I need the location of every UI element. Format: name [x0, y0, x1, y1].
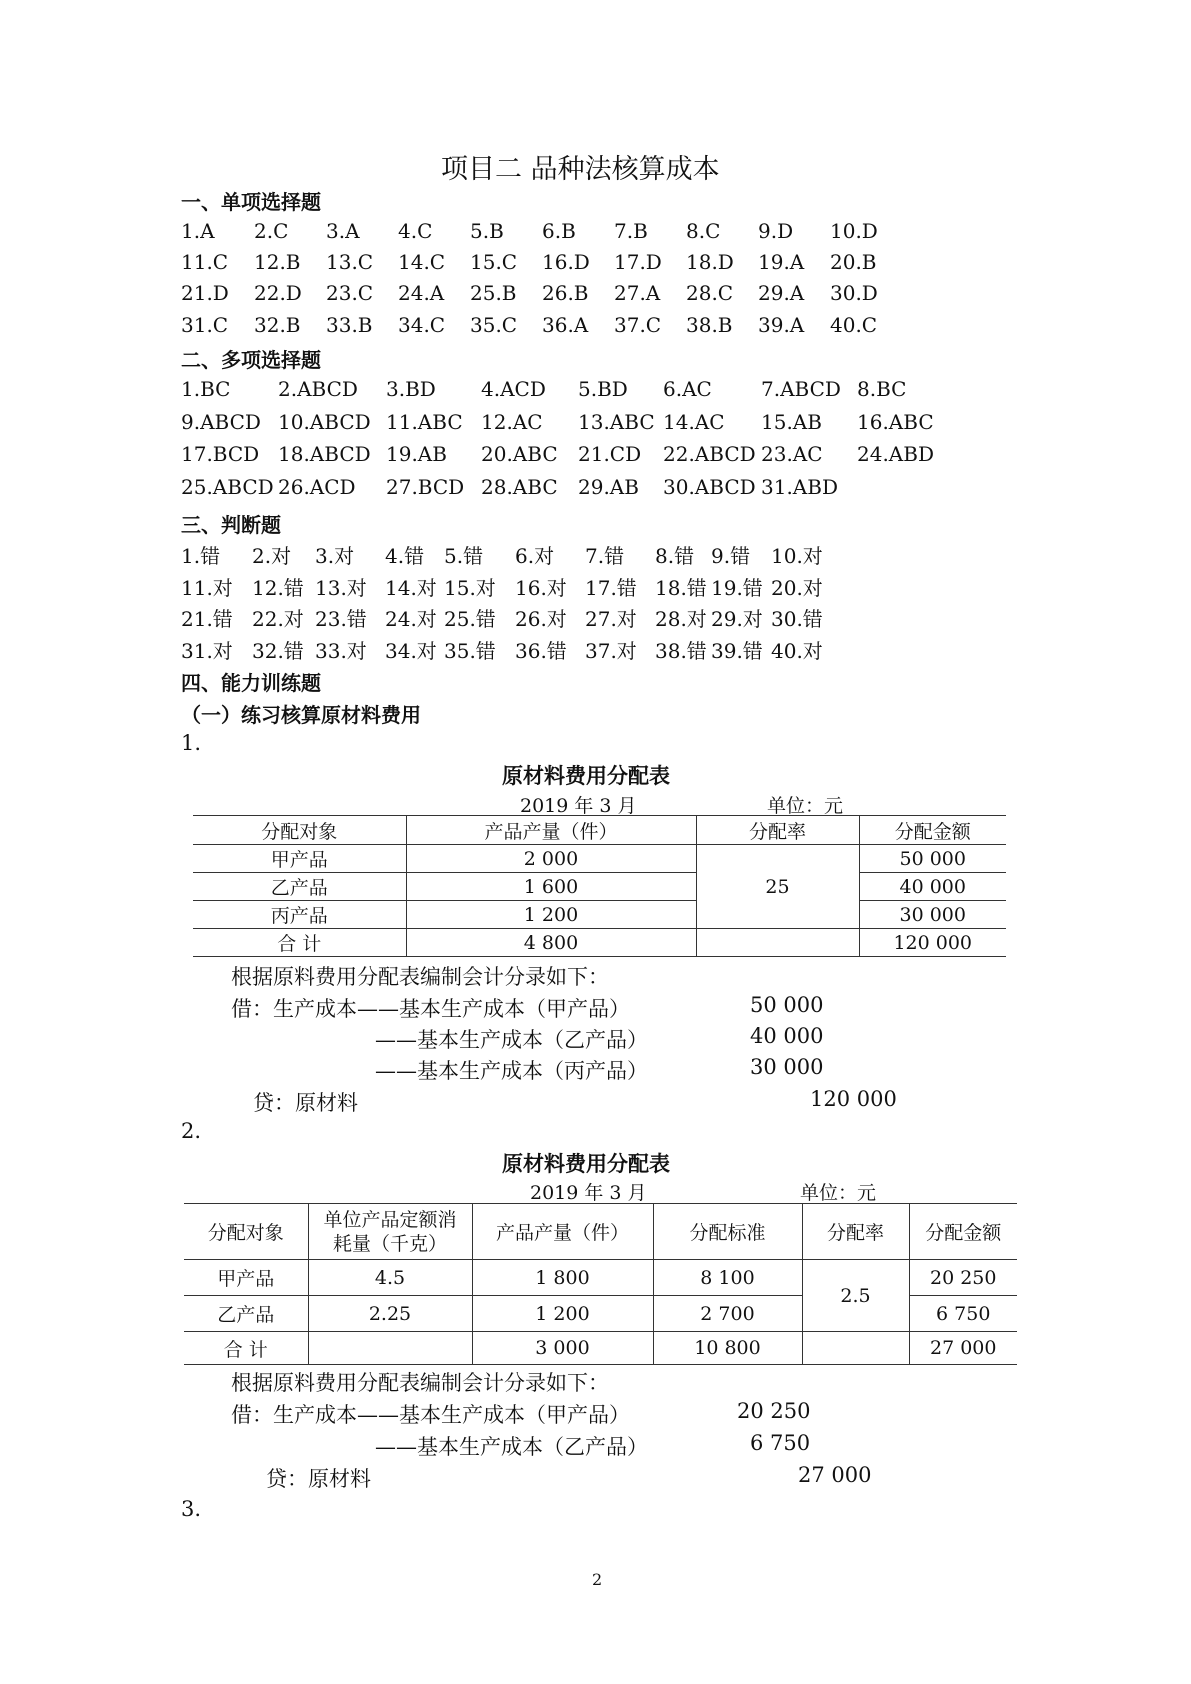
judge-answer: 38.错 — [655, 639, 707, 663]
single-choice-answer: 17.D — [614, 250, 662, 274]
single-choice-answer: 15.C — [470, 250, 518, 274]
judge-answer: 35.错 — [444, 639, 496, 663]
table-date: 2019 年 3 月 — [520, 795, 637, 817]
judge-answer: 27.对 — [585, 607, 637, 631]
single-choice-answer: 8.C — [686, 219, 721, 243]
judge-answer: 26.对 — [515, 607, 567, 631]
multi-choice-answer: 29.AB — [578, 475, 639, 499]
multi-choice-answer: 14.AC — [663, 410, 725, 434]
judge-answer: 3.对 — [315, 544, 355, 568]
judge-answer: 5.错 — [444, 544, 484, 568]
single-choice-answer: 6.B — [542, 219, 576, 243]
judge-answer: 12.错 — [252, 576, 304, 600]
journal-credit: 贷：原材料 — [253, 1091, 358, 1115]
exercise-number: 2. — [181, 1119, 202, 1143]
multi-choice-answer: 2.ABCD — [278, 377, 358, 401]
journal-line: ——基本生产成本（乙产品） — [375, 1028, 648, 1052]
judge-answer: 11.对 — [181, 576, 233, 600]
multi-choice-answer: 6.AC — [663, 377, 712, 401]
journal-amount: 50 000 — [750, 993, 824, 1017]
judge-answer: 40.对 — [771, 639, 823, 663]
total-cell: 3 000 — [472, 1332, 653, 1365]
journal-line: ——基本生产成本（丙产品） — [375, 1059, 648, 1083]
header-cell: 分配率 — [802, 1204, 909, 1260]
table-cell: 1 200 — [406, 901, 696, 929]
table-cell: 8 100 — [653, 1260, 802, 1296]
section-heading-multi-choice: 二、多项选择题 — [181, 348, 321, 372]
judge-answer: 19.错 — [711, 576, 763, 600]
table-cell: 6 750 — [909, 1296, 1017, 1332]
single-choice-answer: 1.A — [181, 219, 215, 243]
header-line: 单位产品定额消 — [323, 1208, 457, 1231]
table-cell: 20 250 — [909, 1260, 1017, 1296]
single-choice-answer: 20.B — [830, 250, 877, 274]
total-cell: 120 000 — [859, 929, 1006, 957]
judge-answer: 17.错 — [585, 576, 637, 600]
judge-answer: 21.错 — [181, 607, 233, 631]
table-cell: 4.5 — [308, 1260, 472, 1296]
journal-intro: 根据原料费用分配表编制会计分录如下： — [231, 1371, 609, 1395]
judge-answer: 16.对 — [515, 576, 567, 600]
journal-credit-amount: 120 000 — [810, 1087, 897, 1111]
single-choice-answer: 26.B — [542, 281, 589, 305]
single-choice-answer: 4.C — [398, 219, 433, 243]
multi-choice-answer: 13.ABC — [578, 410, 655, 434]
judge-answer: 30.错 — [771, 607, 823, 631]
multi-choice-answer: 1.BC — [181, 377, 231, 401]
section-heading-single-choice: 一、单项选择题 — [181, 190, 321, 214]
multi-choice-answer: 5.BD — [578, 377, 628, 401]
judge-answer: 20.对 — [771, 576, 823, 600]
multi-choice-answer: 7.ABCD — [761, 377, 841, 401]
judge-answer: 29.对 — [711, 607, 763, 631]
section-heading-training: 四、能力训练题 — [181, 671, 321, 695]
multi-choice-answer: 17.BCD — [181, 442, 260, 466]
header-cell: 产品产量（件） — [472, 1204, 653, 1260]
journal-intro: 根据原料费用分配表编制会计分录如下： — [231, 965, 609, 989]
multi-choice-answer: 28.ABC — [481, 475, 558, 499]
journal-amount: 20 250 — [737, 1399, 811, 1423]
multi-choice-answer: 3.BD — [386, 377, 436, 401]
allocation-table-1 — [193, 815, 1006, 957]
header-cell: 分配对象 — [184, 1204, 308, 1260]
total-cell — [308, 1332, 472, 1365]
table-date: 2019 年 3 月 — [530, 1182, 647, 1204]
judge-answer: 32.错 — [252, 639, 304, 663]
multi-choice-answer: 10.ABCD — [278, 410, 371, 434]
total-cell: 27 000 — [909, 1332, 1017, 1365]
section-heading-judge: 三、判断题 — [181, 513, 281, 537]
header-cell: 分配标准 — [653, 1204, 802, 1260]
judge-answer: 39.错 — [711, 639, 763, 663]
subsection-heading: （一）练习核算原材料费用 — [181, 703, 421, 727]
journal-credit: 贷：原材料 — [266, 1467, 371, 1491]
rate-cell: 2.5 — [802, 1260, 909, 1332]
single-choice-answer: 3.A — [326, 219, 360, 243]
single-choice-answer: 13.C — [326, 250, 374, 274]
judge-answer: 37.对 — [585, 639, 637, 663]
table-cell: 40 000 — [859, 873, 1006, 901]
multi-choice-answer: 27.BCD — [386, 475, 465, 499]
single-choice-answer: 5.B — [470, 219, 504, 243]
multi-choice-answer: 23.AC — [761, 442, 823, 466]
single-choice-answer: 33.B — [326, 313, 373, 337]
journal-credit-amount: 27 000 — [798, 1463, 872, 1487]
judge-answer: 31.对 — [181, 639, 233, 663]
single-choice-answer: 35.C — [470, 313, 518, 337]
header-cell: 产品产量（件） — [406, 816, 696, 845]
multi-choice-answer: 15.AB — [761, 410, 822, 434]
single-choice-answer: 19.A — [758, 250, 805, 274]
single-choice-answer: 18.D — [686, 250, 734, 274]
judge-answer: 23.错 — [315, 607, 367, 631]
judge-answer: 14.对 — [385, 576, 437, 600]
total-cell: 合 计 — [184, 1332, 308, 1365]
single-choice-answer: 14.C — [398, 250, 446, 274]
single-choice-answer: 36.A — [542, 313, 589, 337]
single-choice-answer: 29.A — [758, 281, 805, 305]
single-choice-answer: 39.A — [758, 313, 805, 337]
multi-choice-answer: 11.ABC — [386, 410, 463, 434]
single-choice-answer: 11.C — [181, 250, 229, 274]
journal-amount: 30 000 — [750, 1055, 824, 1079]
journal-line: ——基本生产成本（乙产品） — [375, 1435, 648, 1459]
judge-answer: 33.对 — [315, 639, 367, 663]
single-choice-answer: 31.C — [181, 313, 229, 337]
single-choice-answer: 34.C — [398, 313, 446, 337]
single-choice-answer: 24.A — [398, 281, 445, 305]
multi-choice-answer: 31.ABD — [761, 475, 838, 499]
single-choice-answer: 32.B — [254, 313, 301, 337]
total-cell — [802, 1332, 909, 1365]
header-cell: 分配对象 — [193, 816, 406, 845]
judge-answer: 1.错 — [181, 544, 221, 568]
multi-choice-answer: 9.ABCD — [181, 410, 261, 434]
single-choice-answer: 28.C — [686, 281, 734, 305]
single-choice-answer: 38.B — [686, 313, 733, 337]
journal-line: 借：生产成本——基本生产成本（甲产品） — [231, 997, 630, 1021]
table-cell: 乙产品 — [193, 873, 406, 901]
multi-choice-answer: 25.ABCD — [181, 475, 274, 499]
multi-choice-answer: 21.CD — [578, 442, 642, 466]
multi-choice-answer: 22.ABCD — [663, 442, 756, 466]
table-cell: 甲产品 — [184, 1260, 308, 1296]
multi-choice-answer: 24.ABD — [857, 442, 934, 466]
table-title: 原材料费用分配表 — [502, 1152, 670, 1176]
multi-choice-answer: 26.ACD — [278, 475, 356, 499]
table-cell: 2.25 — [308, 1296, 472, 1332]
single-choice-answer: 22.D — [254, 281, 302, 305]
judge-answer: 15.对 — [444, 576, 496, 600]
judge-answer: 9.错 — [711, 544, 751, 568]
multi-choice-answer: 8.BC — [857, 377, 907, 401]
judge-answer: 6.对 — [515, 544, 555, 568]
journal-amount: 40 000 — [750, 1024, 824, 1048]
multi-choice-answer: 18.ABCD — [278, 442, 371, 466]
judge-answer: 10.对 — [771, 544, 823, 568]
header-line: 耗量（千克） — [332, 1232, 447, 1255]
judge-answer: 25.错 — [444, 607, 496, 631]
single-choice-answer: 9.D — [758, 219, 794, 243]
total-cell: 4 800 — [406, 929, 696, 957]
single-choice-answer: 10.D — [830, 219, 878, 243]
table-cell: 2 700 — [653, 1296, 802, 1332]
header-cell: 分配率 — [696, 816, 859, 845]
table-cell: 1 600 — [406, 873, 696, 901]
total-cell: 合 计 — [193, 929, 406, 957]
table-unit: 单位：元 — [800, 1182, 877, 1204]
table-cell: 乙产品 — [184, 1296, 308, 1332]
multi-choice-answer: 30.ABCD — [663, 475, 756, 499]
exercise-number: 1. — [181, 731, 202, 755]
multi-choice-answer: 20.ABC — [481, 442, 558, 466]
single-choice-answer: 27.A — [614, 281, 661, 305]
multi-choice-answer: 16.ABC — [857, 410, 934, 434]
single-choice-answer: 37.C — [614, 313, 662, 337]
judge-answer: 28.对 — [655, 607, 707, 631]
page-number: 2 — [592, 1570, 603, 1589]
judge-answer: 7.错 — [585, 544, 625, 568]
total-cell: 10 800 — [653, 1332, 802, 1365]
multi-choice-answer: 4.ACD — [481, 377, 546, 401]
table-cell: 30 000 — [859, 901, 1006, 929]
single-choice-answer: 2.C — [254, 219, 289, 243]
single-choice-answer: 30.D — [830, 281, 878, 305]
judge-answer: 36.错 — [515, 639, 567, 663]
rate-cell: 25 — [696, 845, 859, 929]
allocation-table-2 — [184, 1203, 1017, 1365]
multi-choice-answer: 19.AB — [386, 442, 447, 466]
table-title: 原材料费用分配表 — [502, 764, 670, 788]
single-choice-answer: 12.B — [254, 250, 301, 274]
table-cell: 2 000 — [406, 845, 696, 873]
table-cell: 丙产品 — [193, 901, 406, 929]
total-cell — [696, 929, 859, 957]
table-cell: 1 800 — [472, 1260, 653, 1296]
judge-answer: 22.对 — [252, 607, 304, 631]
header-cell: 分配金额 — [859, 816, 1006, 845]
single-choice-answer: 23.C — [326, 281, 374, 305]
multi-choice-answer: 12.AC — [481, 410, 543, 434]
single-choice-answer: 40.C — [830, 313, 878, 337]
single-choice-answer: 25.B — [470, 281, 517, 305]
exercise-number: 3. — [181, 1497, 202, 1521]
judge-answer: 8.错 — [655, 544, 695, 568]
journal-amount: 6 750 — [750, 1431, 811, 1455]
single-choice-answer: 16.D — [542, 250, 590, 274]
judge-answer: 24.对 — [385, 607, 437, 631]
judge-answer: 2.对 — [252, 544, 292, 568]
header-cell-two-line — [308, 1204, 472, 1260]
single-choice-answer: 7.B — [614, 219, 648, 243]
judge-answer: 34.对 — [385, 639, 437, 663]
page-title: 项目二 品种法核算成本 — [441, 154, 720, 185]
journal-line: 借：生产成本——基本生产成本（甲产品） — [231, 1403, 630, 1427]
table-cell: 1 200 — [472, 1296, 653, 1332]
judge-answer: 18.错 — [655, 576, 707, 600]
table-cell: 甲产品 — [193, 845, 406, 873]
table-cell: 50 000 — [859, 845, 1006, 873]
table-unit: 单位：元 — [767, 795, 844, 817]
judge-answer: 13.对 — [315, 576, 367, 600]
single-choice-answer: 21.D — [181, 281, 229, 305]
header-cell: 分配金额 — [909, 1204, 1017, 1260]
judge-answer: 4.错 — [385, 544, 425, 568]
